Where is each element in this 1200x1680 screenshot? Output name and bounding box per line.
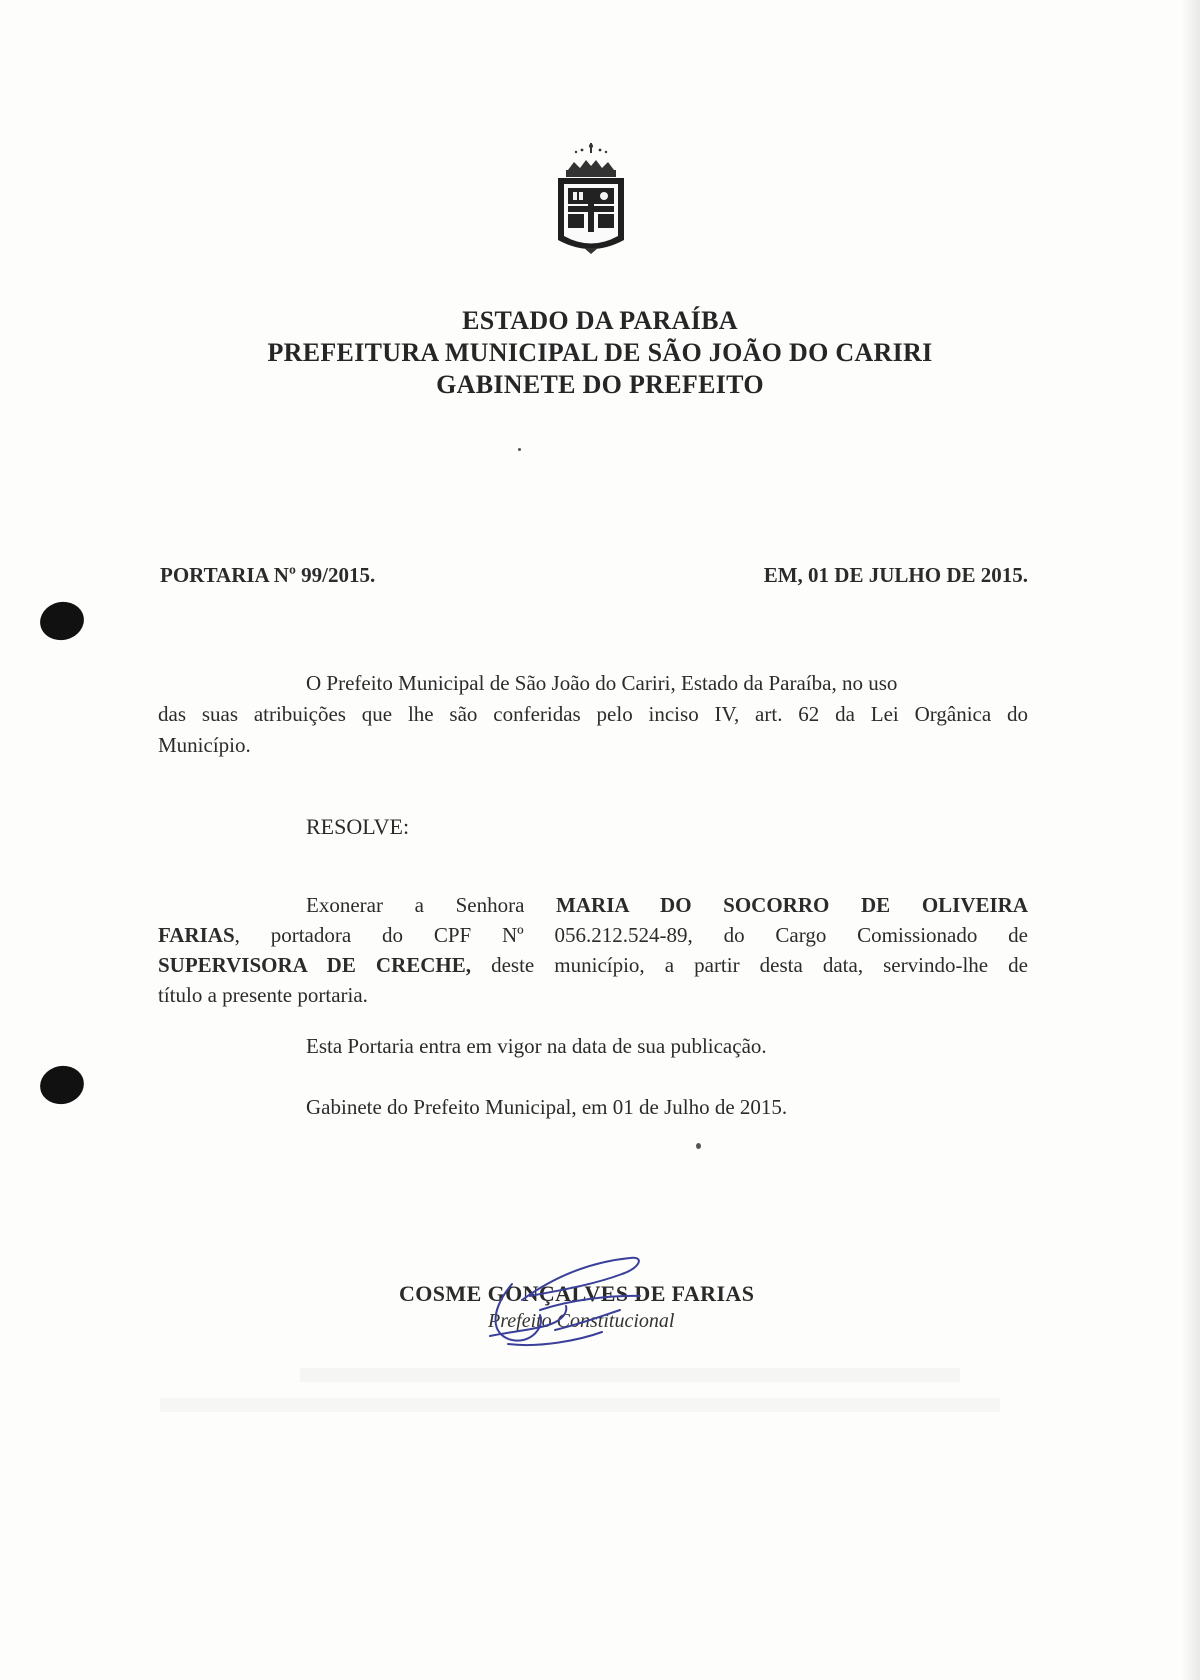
person-name: MARIA DO SOCORRO DE OLIVEIRA bbox=[556, 893, 1029, 917]
body-text: , portadora do CPF Nº 056.212.524-89, do Cargo Comissionado de bbox=[234, 923, 1028, 947]
signatory-name: COSME GONÇALVES DE FARIAS bbox=[399, 1281, 755, 1306]
cabinet-date-line: Gabinete do Prefeito Municipal, em 01 de Julho de 2015. bbox=[306, 1095, 788, 1119]
body-line-1 bbox=[306, 890, 1028, 920]
punch-hole-bottom bbox=[37, 1062, 88, 1108]
body-line-2 bbox=[158, 920, 1028, 950]
municipal-coat-of-arms bbox=[548, 140, 634, 260]
signatory-title: Prefeito Constitucional bbox=[488, 1310, 675, 1332]
body-text: deste município, a partir desta data, servindo-lhe de bbox=[471, 953, 1028, 977]
bleed-through-line bbox=[160, 1398, 1000, 1412]
body-line-3 bbox=[158, 950, 1028, 980]
resolve-heading: RESOLVE: bbox=[306, 814, 410, 839]
scan-edge-shadow bbox=[1182, 0, 1200, 1680]
body-line-4: título a presente portaria. bbox=[158, 983, 368, 1007]
bleed-through-line bbox=[300, 1368, 960, 1382]
scan-speck bbox=[696, 1143, 701, 1149]
preamble-line-3: Município. bbox=[158, 733, 251, 757]
punch-hole-top bbox=[37, 598, 88, 644]
scan-speck bbox=[518, 448, 521, 451]
portaria-number: PORTARIA Nº 99/2015. bbox=[160, 563, 376, 587]
preamble-line-1: O Prefeito Municipal de São João do Cariri, Estado da Paraíba, no uso bbox=[306, 671, 898, 695]
job-title: SUPERVISORA DE CRECHE, bbox=[158, 953, 472, 977]
preamble-line-2: das suas atribuições que lhe são conferidas pelo inciso IV, art. 62 da Lei Orgânica do bbox=[158, 702, 1028, 726]
body-text: Exonerar a Senhora bbox=[306, 893, 557, 917]
header-state: ESTADO DA PARAÍBA bbox=[462, 306, 738, 335]
person-surname: FARIAS bbox=[158, 923, 235, 947]
handwritten-signature bbox=[340, 1240, 840, 1360]
portaria-date: EM, 01 DE JULHO DE 2015. bbox=[763, 563, 1028, 587]
header-prefecture: PREFEITURA MUNICIPAL DE SÃO JOÃO DO CARIRI bbox=[267, 338, 933, 367]
header-cabinet: GABINETE DO PREFEITO bbox=[436, 370, 764, 399]
vigor-statement: Esta Portaria entra em vigor na data de sua publicação. bbox=[306, 1034, 767, 1058]
